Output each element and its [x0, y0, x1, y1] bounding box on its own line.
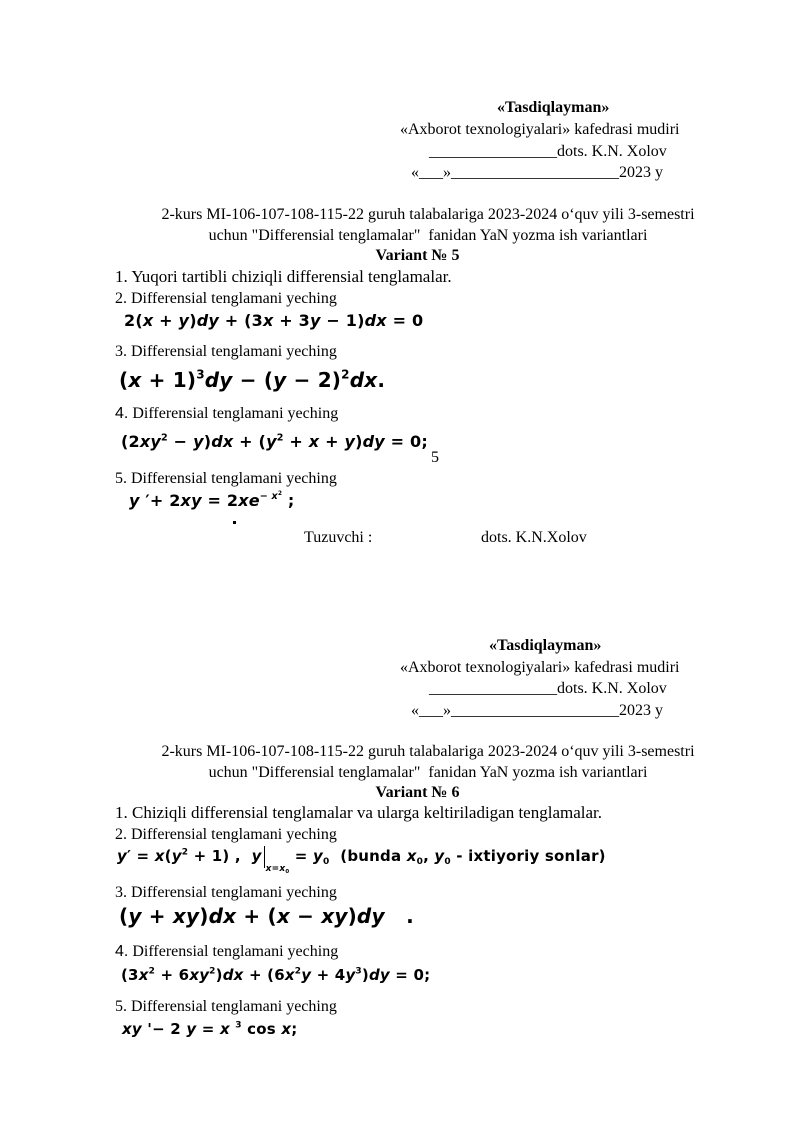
approval-title: «Tasdiqlayman» [497, 99, 610, 116]
compiler-label: Tuzuvchi : [304, 529, 373, 546]
approval-signature: ________________dots. K.N. Xolov [429, 143, 667, 160]
variant-title: Variant № 6 [375, 784, 460, 801]
formula-5: xy '− 2 y = x $^3$ cos x; [122, 1020, 298, 1038]
formula-3: (y + xy)dx + (x − xy)dy . [119, 904, 414, 928]
header-line-2: uchun "Differensial tenglamalar" fanidan YaN yozma ish variantlari [208, 227, 648, 244]
margin-note: 5 [431, 449, 439, 466]
task-3: 3. Differensial tenglamani yeching [115, 343, 337, 360]
task-2: 2. Differensial tenglamani yeching [115, 290, 337, 307]
task-1: 1. Chiziqli differensial tenglamalar va ularga keltiriladigan tenglamalar. [115, 803, 603, 822]
approval-dept: «Axborot texnologiyalari» kafedrasi mudiri [400, 659, 680, 676]
formula-2: 2(x + y)dy + (3x + 3y − 1)dx = 0 [124, 311, 424, 330]
formula-4: $(3x^2 + 6xy^2)dx + (6x^2y + 4y^3)dy = 0$; [121, 966, 431, 984]
task-1: 1. Yuqori tartibli chiziqli differensial tenglamalar. [115, 267, 452, 286]
task-3: 3. Differensial tenglamani yeching [115, 884, 337, 901]
task-4: 4. Differensial tenglamani yeching [115, 405, 339, 422]
formula-2: $y' = x(y^2 + 1)$ , $y_{x=x_0} = y_0$ (bunda $x_0$, $y_0$ - ixtiyoriy sonlar) [117, 847, 606, 875]
header-line-1: 2-kurs MI-106-107-108-115-22 guruh talabalariga 2023-2024 o‘quv yili 3-semestri [161, 743, 695, 760]
task-5: 5. Differensial tenglamani yeching [115, 998, 337, 1015]
formula-3: $(x + 1)^3dy - (y - 2)^2dx$. [119, 367, 386, 392]
compiler-name: dots. K.N.Xolov [481, 529, 587, 546]
approval-title: «Tasdiqlayman» [489, 637, 602, 654]
approval-date: «___»_____________________2023 y [411, 702, 663, 719]
header-line-2: uchun "Differensial tenglamalar" fanidan YaN yozma ish variantlari [208, 764, 648, 781]
approval-signature: ________________dots. K.N. Xolov [429, 680, 667, 697]
approval-date: «___»_____________________2023 y [411, 164, 663, 181]
task-5: 5. Differensial tenglamani yeching [115, 470, 337, 487]
approval-dept: «Axborot texnologiyalari» kafedrasi mudiri [400, 121, 680, 138]
stray-mark [233, 521, 236, 524]
task-4: 4. Differensial tenglamani yeching [115, 943, 339, 960]
variant-title: Variant № 5 [375, 247, 460, 264]
formula-5: y ′+ $2xy = 2xe^{- x^2}$ ; [129, 491, 295, 510]
formula-4: $(2xy^2 - y)dx + (y^2 + x + y)dy = 0$; [121, 432, 428, 451]
task-2: 2. Differensial tenglamani yeching [115, 826, 337, 843]
header-line-1: 2-kurs MI-106-107-108-115-22 guruh talabalariga 2023-2024 o‘quv yili 3-semestri [161, 206, 695, 223]
